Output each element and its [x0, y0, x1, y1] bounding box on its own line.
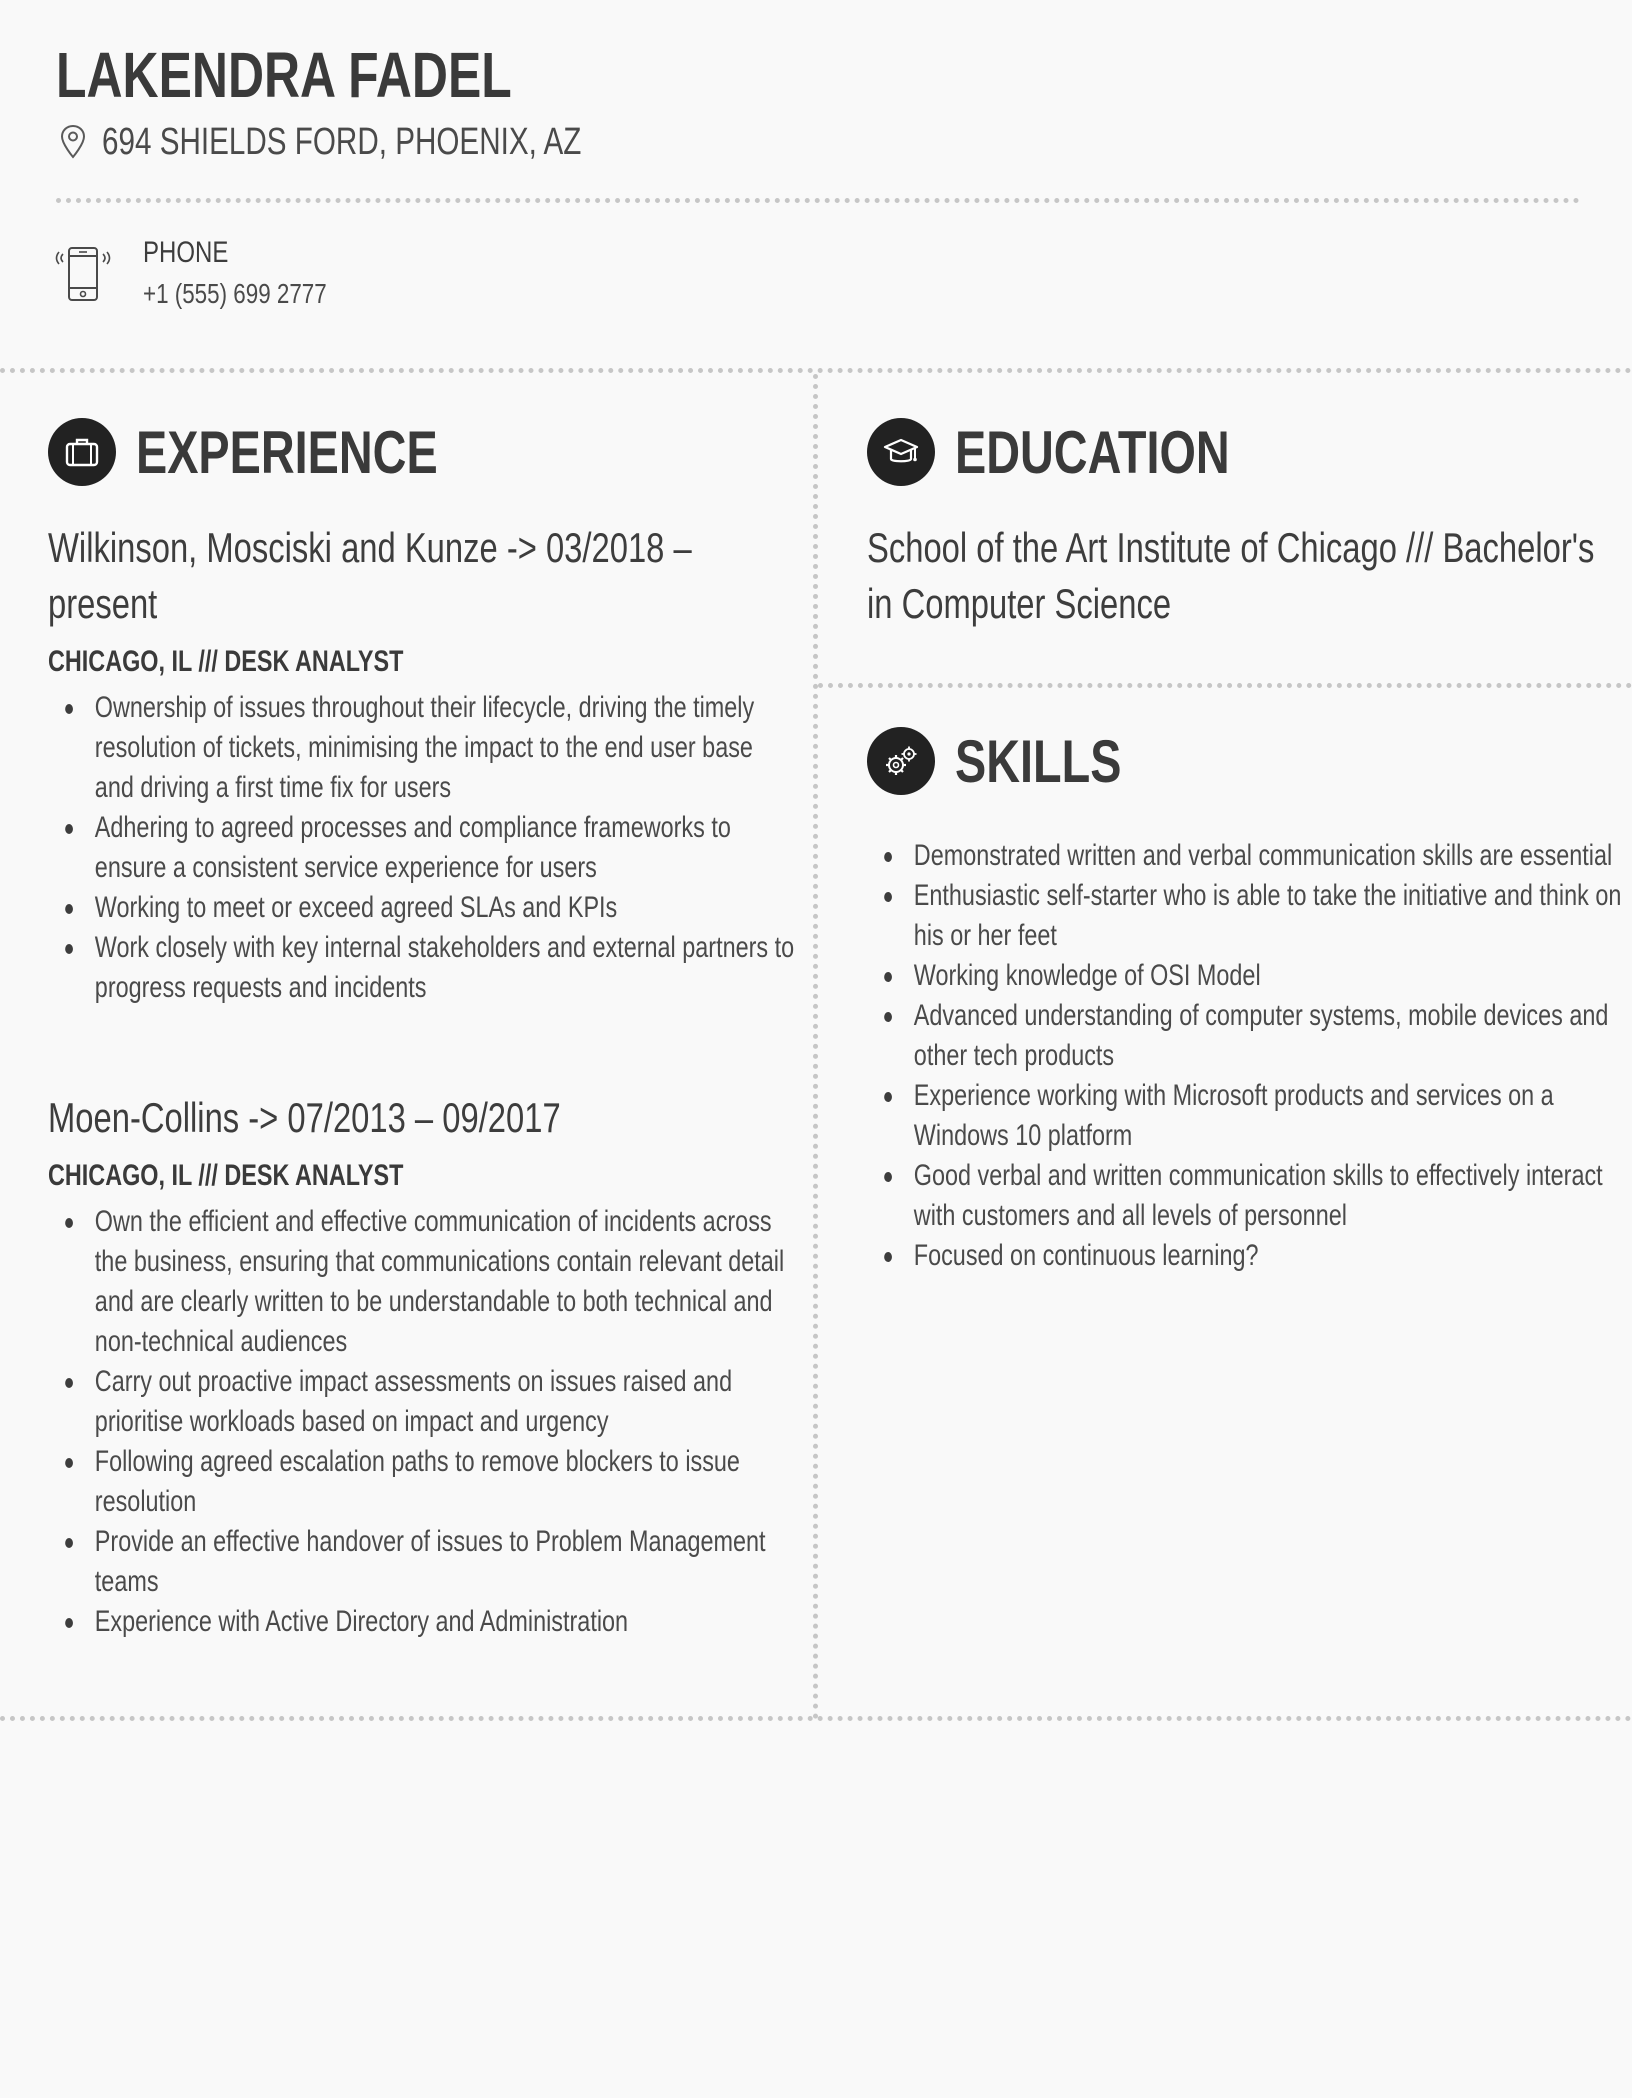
graduation-cap-icon	[881, 432, 921, 472]
list-item: Good verbal and written communication skills to effectively interact with customers and all levels of personnel	[867, 1156, 1632, 1236]
education-entry-block	[867, 520, 1632, 632]
skills-list	[867, 836, 1632, 1276]
skills-list-block	[867, 830, 1632, 1276]
list-item: Advanced understanding of computer systems, mobile devices and other tech products	[867, 996, 1632, 1076]
education-heading	[867, 418, 1307, 486]
list-item: Working to meet or exceed agreed SLAs and KPIs	[48, 888, 797, 928]
job-2	[48, 1090, 1008, 1642]
header-divider	[56, 198, 1580, 203]
skills-heading	[867, 727, 1168, 795]
job-1	[48, 520, 1008, 1008]
address: 694 SHIELDS FORD, PHOENIX, AZ	[102, 120, 582, 163]
experience-heading	[48, 418, 523, 486]
job-location-role: CHICAGO, IL /// DESK ANALYST	[48, 645, 404, 678]
list-item: Following agreed escalation paths to remove blockers to issue resolution	[48, 1442, 797, 1522]
list-item: Ownership of issues throughout their lifecycle, driving the timely resolution of tickets, minimising the impact to the end user base and driving a first time fix for users	[48, 688, 797, 808]
list-item: Adhering to agreed processes and compliance frameworks to ensure a consistent service experience for users	[48, 808, 797, 888]
list-item: Enthusiastic self-starter who is able to take the initiative and think on his or her feet	[867, 876, 1632, 956]
job-location-role: CHICAGO, IL /// DESK ANALYST	[48, 1159, 404, 1192]
candidate-name: LAKENDRA FADEL	[56, 39, 512, 111]
list-item: Carry out proactive impact assessments on issues raised and prioritise workloads based on impact and urgency	[48, 1362, 797, 1442]
job-bullets	[48, 688, 797, 1008]
briefcase-icon	[62, 432, 102, 472]
skills-icon-badge	[867, 727, 935, 795]
list-item: Own the efficient and effective communication of incidents across the business, ensuring that communications contain relevant detail and are clearly written to be understandable to both technical and non-technical audiences	[48, 1202, 797, 1362]
list-item: Provide an effective handover of issues to Problem Management teams	[48, 1522, 797, 1602]
section-divider-top	[0, 368, 1632, 373]
list-item: Experience working with Microsoft products and services on a Windows 10 platform	[867, 1076, 1632, 1156]
education-icon-badge	[867, 418, 935, 486]
job-heading: Wilkinson, Mosciski and Kunze -> 03/2018 – present	[48, 524, 692, 627]
address-row	[58, 120, 717, 164]
gears-icon	[881, 741, 921, 781]
phone-label: PHONE	[143, 236, 229, 269]
education-title: EDUCATION	[955, 418, 1230, 486]
list-item: Work closely with key internal stakeholders and external partners to progress requests and incidents	[48, 928, 797, 1008]
section-divider-bottom	[0, 1716, 1632, 1721]
education-entry: School of the Art Institute of Chicago /// Bachelor's in Computer Science	[867, 524, 1595, 627]
list-item: Demonstrated written and verbal communication skills are essential	[867, 836, 1632, 876]
location-pin-icon	[58, 123, 88, 161]
mobile-phone-icon	[54, 244, 112, 304]
job-heading: Moen-Collins -> 07/2013 – 09/2017	[48, 1094, 561, 1141]
job-bullets	[48, 1202, 797, 1642]
list-item: Experience with Active Directory and Administration	[48, 1602, 797, 1642]
list-item: Working knowledge of OSI Model	[867, 956, 1632, 996]
experience-title: EXPERIENCE	[136, 418, 438, 486]
experience-icon-badge	[48, 418, 116, 486]
phone-value: +1 (555) 699 2777	[143, 278, 327, 309]
skills-title: SKILLS	[955, 727, 1122, 795]
list-item: Focused on continuous learning?	[867, 1236, 1632, 1276]
